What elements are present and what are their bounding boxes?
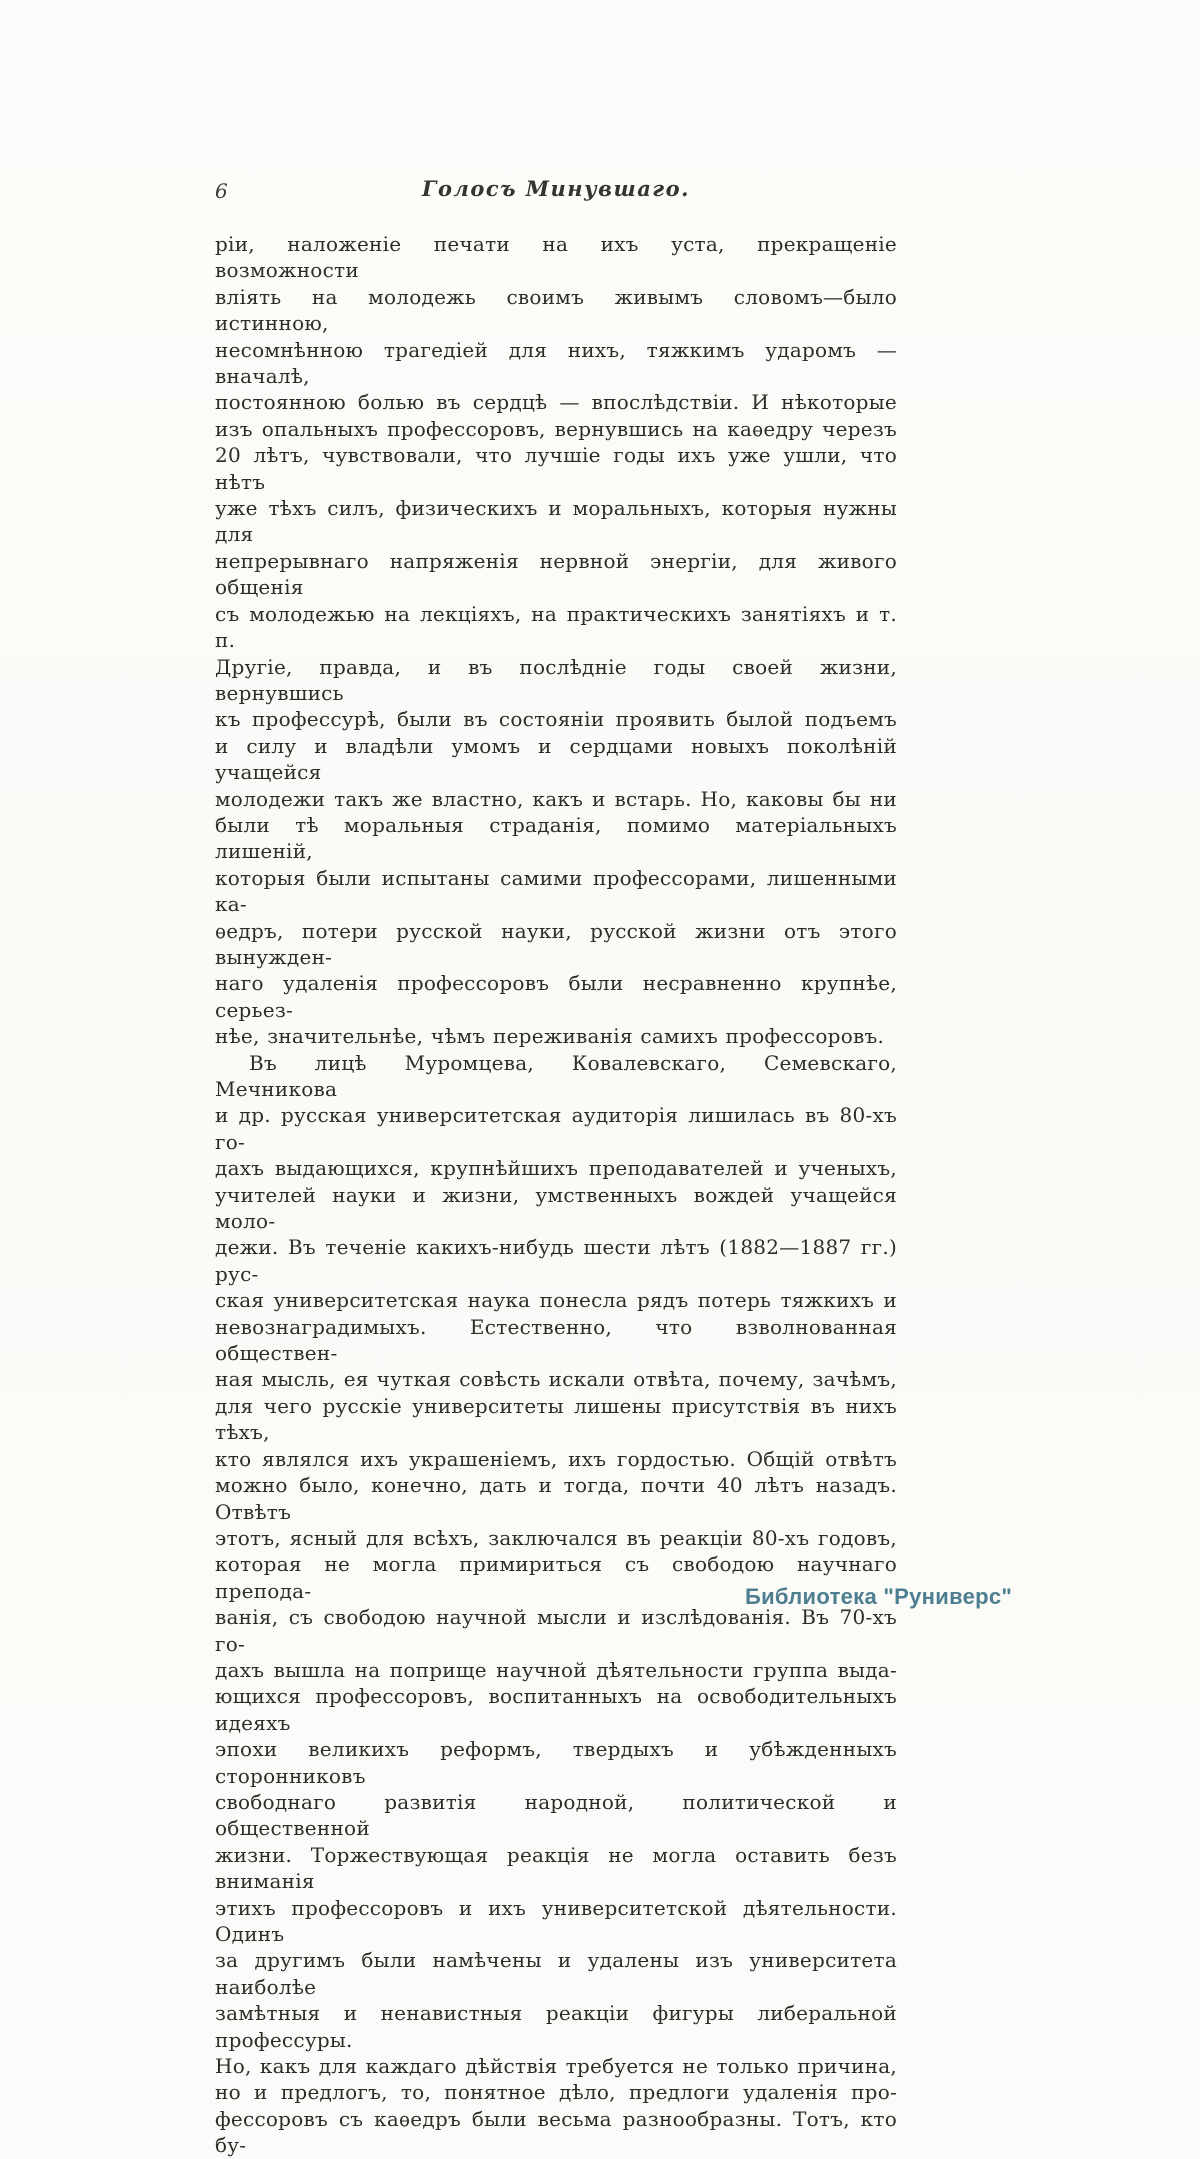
text-line: изъ опальныхъ профессоровъ, вернувшись на каѳедру черезъ — [215, 416, 897, 441]
text-line: этихъ профессоровъ и ихъ университетской дѣятельности. Одинъ — [215, 1895, 897, 1946]
text-line: вліять на молодежь своимъ живымъ словомъ—было истинною, — [215, 284, 897, 336]
text-line: дежи. Въ теченіе какихъ-нибудь шести лѣтъ (1882—1887 гг.) рус- — [215, 1235, 897, 1286]
text-line: молодежи такъ же властно, какъ и встарь. Но, каковы бы ни — [215, 786, 897, 811]
text-line: эпохи великихъ реформъ, твердыхъ и убѣжденныхъ сторонниковъ — [215, 1737, 897, 1788]
text-line: дахъ выдающихся, крупнѣйшихъ преподавателей и ученыхъ, — [215, 1156, 897, 1181]
paragraph — [215, 231, 897, 1050]
text-line: невознаградимыхъ. Естественно, что взволнованная обществен- — [215, 1314, 897, 1366]
body-text — [215, 231, 897, 2159]
text-line: ванія, съ свободою научной мысли и изслѣдованія. Въ 70-хъ го- — [215, 1605, 897, 1656]
text-line: для чего русскіе университеты лишены присутствія въ нихъ тѣхъ, — [215, 1393, 897, 1445]
page-header — [215, 176, 897, 206]
text-line: ющихся профессоровъ, воспитанныхъ на освободительныхъ идеяхъ — [215, 1684, 897, 1735]
text-line: можно было, конечно, дать и тогда, почти 40 лѣтъ назадъ. Отвѣтъ — [215, 1473, 897, 1524]
text-line: которыя были испытаны самими профессорами, лишенными ка- — [215, 865, 897, 917]
text-line: учителей науки и жизни, умственныхъ вождей учащейся моло- — [215, 1182, 897, 1234]
text-line: постоянною болью въ сердцѣ — впослѣдствіи. И нѣкоторые — [215, 390, 897, 415]
text-line: были тѣ моральныя страданія, помимо матеріальныхъ лишеній, — [215, 812, 897, 864]
text-line: которая не могла примириться съ свободою научнаго препода- — [215, 1552, 897, 1603]
text-line: замѣтныя и ненавистныя реакціи фигуры либеральной профессуры. — [215, 2001, 897, 2052]
text-line: несомнѣнною трагедіей для нихъ, тяжкимъ ударомъ — вначалѣ, — [215, 337, 897, 389]
text-line: непрерывнаго напряженія нервной энергіи, для живого общенія — [215, 548, 897, 600]
text-line: кто являлся ихъ украшеніемъ, ихъ гордостью. Общій отвѣтъ — [215, 1446, 897, 1471]
text-line: 20 лѣтъ, чувствовали, что лучшіе годы ихъ уже ушли, что нѣтъ — [215, 443, 897, 494]
page-number: 6 — [215, 179, 228, 203]
library-watermark: Библиотека "Руниверс" — [745, 1584, 1013, 1609]
text-line: уже тѣхъ силъ, физическихъ и моральныхъ, которыя нужны для — [215, 496, 897, 547]
text-line: свободнаго развитія народной, политической и общественной — [215, 1789, 897, 1841]
text-line: Но, какъ для каждаго дѣйствія требуется не только причина, — [215, 2054, 897, 2079]
text-line: и силу и владѣли умомъ и сердцами новыхъ поколѣній учащейся — [215, 733, 897, 785]
text-line: Другіе, правда, и въ послѣдніе годы своей жизни, вернувшись — [215, 654, 897, 705]
text-line: ская университетская наука понесла рядъ потерь тяжкихъ и — [215, 1288, 897, 1313]
text-line: и др. русская университетская аудиторія лишилась въ 80-хъ го- — [215, 1103, 897, 1154]
text-line: ная мысль, ея чуткая совѣсть искали отвѣта, почему, зачѣмъ, — [215, 1367, 897, 1392]
text-line: но и предлогъ, то, понятное дѣло, предлоги удаленія про- — [215, 2080, 897, 2105]
text-line: жизни. Торжествующая реакція не могла оставить безъ вниманія — [215, 1842, 897, 1894]
running-title: Голосъ Минувшаго. — [422, 176, 690, 201]
text-line: ѳедръ, потери русской науки, русской жизни отъ этого вынужден- — [215, 918, 897, 969]
text-line: ріи, наложеніе печати на ихъ уста, прекращеніе возможности — [215, 232, 897, 283]
text-line: фессоровъ съ каѳедръ были весьма разнообразны. Тотъ, кто бу- — [215, 2106, 897, 2158]
text-line: нѣе, значительнѣе, чѣмъ переживанія самихъ профессоровъ. — [215, 1024, 885, 1049]
text-line: за другимъ были намѣчены и удалены изъ университета наиболѣе — [215, 1948, 897, 1999]
text-line: наго удаленія профессоровъ были несравненно крупнѣе, серьез- — [215, 971, 897, 1022]
text-line: Въ лицѣ Муромцева, Ковалевскаго, Семевскаго, Мечникова — [215, 1050, 897, 1101]
text-line: этотъ, ясный для всѣхъ, заключался въ реакціи 80-хъ годовъ, — [215, 1525, 897, 1550]
text-line: дахъ вышла на поприще научной дѣятельности группа выда- — [215, 1657, 897, 1682]
text-line: съ молодежью на лекціяхъ, на практическихъ занятіяхъ и т. п. — [215, 601, 897, 653]
text-line: къ профессурѣ, были въ состояніи проявить былой подъемъ — [215, 707, 897, 732]
